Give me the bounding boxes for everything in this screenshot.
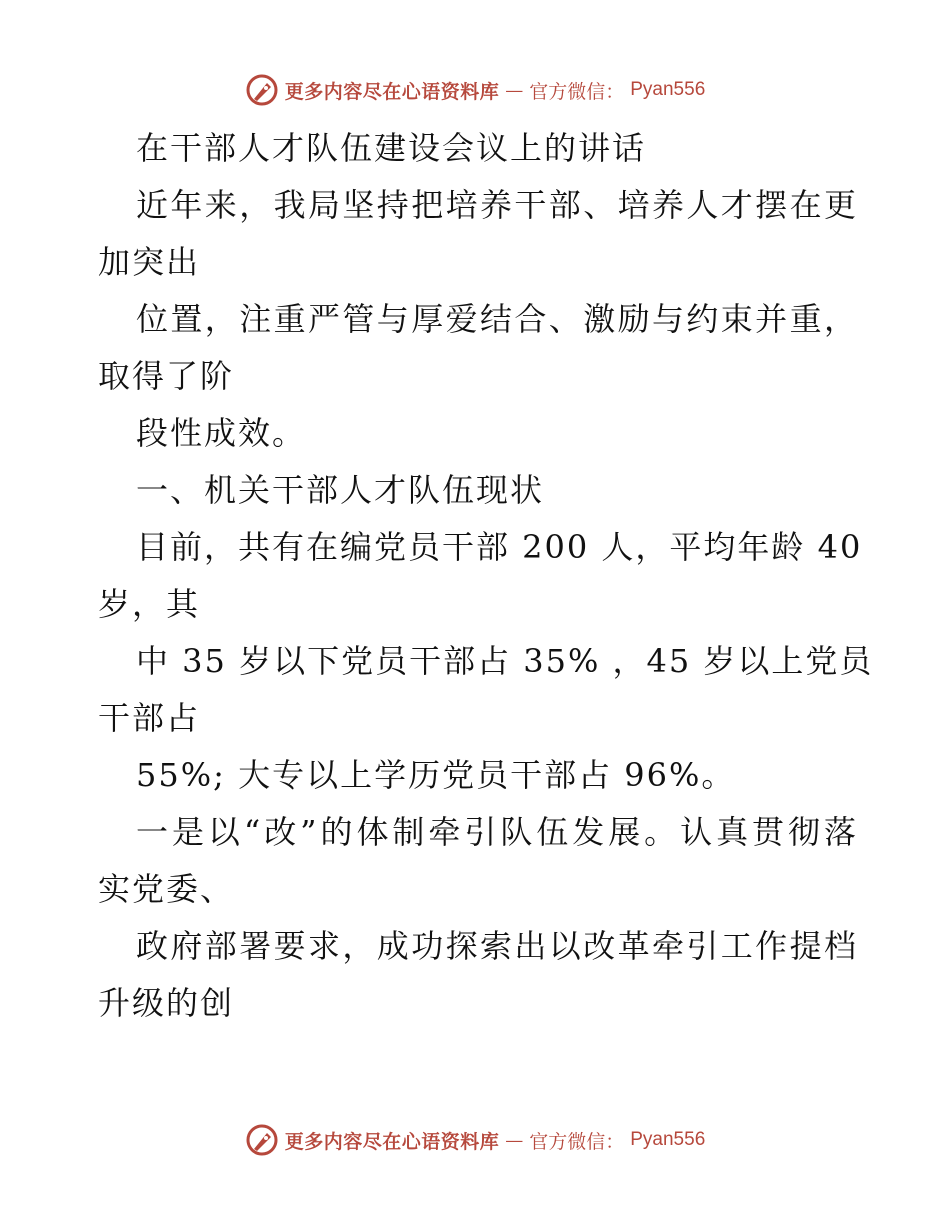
watermark-wechat-id: Pyan556: [630, 79, 706, 100]
watermark-wechat-label: 官方微信：: [529, 80, 625, 103]
header-watermark: [0, 70, 950, 110]
paragraph-line: 位置，注重严管与厚爱结合、激励与约束并重，: [136, 300, 858, 338]
paragraph-line: 实党委、: [98, 870, 235, 908]
paragraph-line: 加突出: [98, 243, 201, 281]
paragraph-line: 取得了阶: [98, 357, 235, 395]
section-heading: 一、机关干部人才队伍现状: [136, 471, 545, 509]
paragraph-line: 岁，其: [98, 585, 201, 623]
paragraph-line: 中 35 岁以下党员干部占 35% ，45 岁以上党员: [136, 642, 874, 680]
paragraph-line: 升级的创: [98, 984, 235, 1022]
watermark-brand: 更多内容尽在心语资料库: [284, 1130, 500, 1153]
footer-watermark: [0, 1120, 950, 1160]
paragraph-line: 目前，共有在编党员干部 200 人，平均年龄 40: [136, 528, 863, 566]
pen-nib-logo-icon: [245, 73, 279, 107]
watermark-wechat-id: Pyan556: [630, 1129, 706, 1150]
watermark-separator: —: [505, 1129, 524, 1151]
document-body: [98, 120, 874, 1032]
document-title: 在干部人才队伍建设会议上的讲话: [136, 129, 647, 167]
paragraph-line: 近年来，我局坚持把培养干部、培养人才摆在更: [136, 186, 858, 224]
paragraph-line: 段性成效。: [136, 414, 307, 452]
watermark-wechat-label: 官方微信：: [529, 1130, 625, 1153]
paragraph-line: 一是以“改”的体制牵引队伍发展。认真贯彻落: [136, 813, 858, 851]
paragraph-line: 55%; 大专以上学历党员干部占 96%。: [136, 756, 736, 794]
paragraph-line: 政府部署要求，成功探索出以改革牵引工作提档: [136, 927, 858, 965]
pen-nib-logo-icon: [245, 1123, 279, 1157]
watermark-brand: 更多内容尽在心语资料库: [284, 80, 500, 103]
paragraph-line: 干部占: [98, 699, 201, 737]
watermark-separator: —: [505, 79, 524, 101]
